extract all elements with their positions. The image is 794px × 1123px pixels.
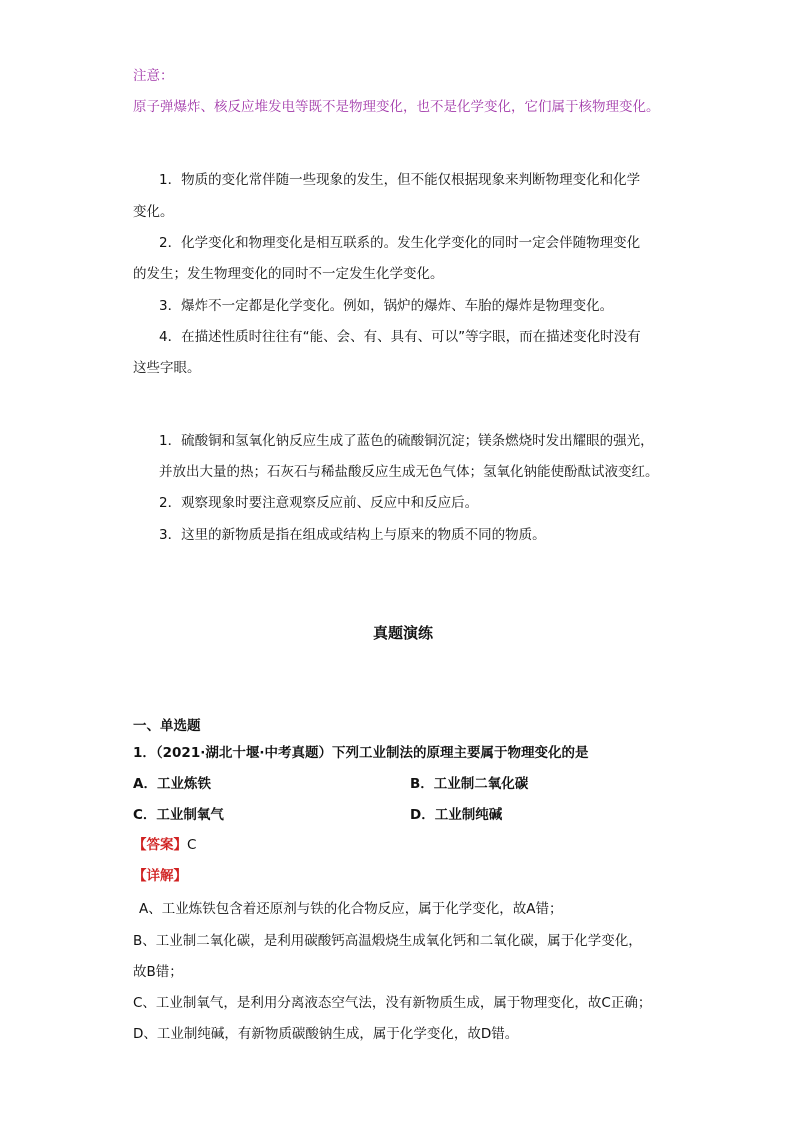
point-a-2-line2: 的发生；发生物理变化的同时不一定发生化学变化。 — [133, 266, 444, 282]
option-a: A．工业炼铁 — [133, 776, 211, 792]
option-c: C．工业制氧气 — [133, 807, 224, 823]
point-a-2-line1: 2．化学变化和物理变化是相互联系的。发生化学变化的同时一定会伴随物理变化 — [159, 235, 641, 251]
detail-line-a: A、工业炼铁包含着还原剂与铁的化合物反应，属于化学变化，故A错； — [139, 901, 563, 917]
answer-label: 【答案】 — [133, 837, 187, 853]
detail-line-d: D、工业制纯碱，有新物质碳酸钠生成，属于化学变化，故D错。 — [133, 1026, 519, 1042]
point-a-1-line1: 1．物质的变化常伴随一些现象的发生，但不能仅根据现象来判断物理变化和化学 — [159, 172, 641, 188]
options-row-2 — [133, 805, 673, 825]
note-text: 原子弹爆炸、核反应堆发电等既不是物理变化，也不是化学变化，它们属于核物理变化。 — [133, 99, 660, 115]
question-stem: 1．（2021·湖北十堰·中考真题）下列工业制法的原理主要属于物理变化的是 — [133, 745, 589, 761]
answer-value: C — [187, 837, 197, 853]
note-heading: 注意： — [133, 68, 174, 84]
point-a-4-line2: 这些字眼。 — [133, 360, 201, 376]
detail-line-b1: B、工业制二氧化碳，是利用碳酸钙高温煅烧生成氧化钙和二氧化碳，属于化学变化， — [133, 933, 642, 949]
point-b-3: 3．这里的新物质是指在组成或结构上与原来的物质不同的物质。 — [159, 527, 546, 543]
point-a-3: 3．爆炸不一定都是化学变化。例如，锅炉的爆炸、车胎的爆炸是物理变化。 — [159, 298, 614, 314]
point-b-1-line2: 并放出大量的热；石灰石与稀盐酸反应生成无色气体；氢氧化钠能使酚酞试液变红。 — [159, 464, 659, 480]
answer-line — [133, 835, 196, 855]
point-b-1-line1: 1．硫酸铜和氢氧化钠反应生成了蓝色的硫酸铜沉淀；镁条燃烧时发出耀眼的强光， — [159, 433, 654, 449]
option-d: D．工业制纯碱 — [410, 807, 503, 823]
question-type-label: 一、单选题 — [133, 718, 201, 734]
section-title: 真题演练 — [372, 624, 433, 642]
option-b: B．工业制二氧化碳 — [410, 776, 529, 792]
detail-line-c: C、工业制氧气，是利用分离液态空气法，没有新物质生成，属于物理变化，故C正确； — [133, 995, 652, 1011]
point-a-1-line2: 变化。 — [133, 204, 174, 220]
point-b-2: 2．观察现象时要注意观察反应前、反应中和反应后。 — [159, 495, 479, 511]
detail-label: 【详解】 — [133, 868, 187, 884]
point-a-4-line1: 4．在描述性质时往往有“能、会、有、具有、可以”等字眼，而在描述变化时没有 — [159, 329, 641, 345]
detail-line-b2: 故B错； — [133, 964, 183, 980]
options-row-1 — [133, 774, 673, 794]
